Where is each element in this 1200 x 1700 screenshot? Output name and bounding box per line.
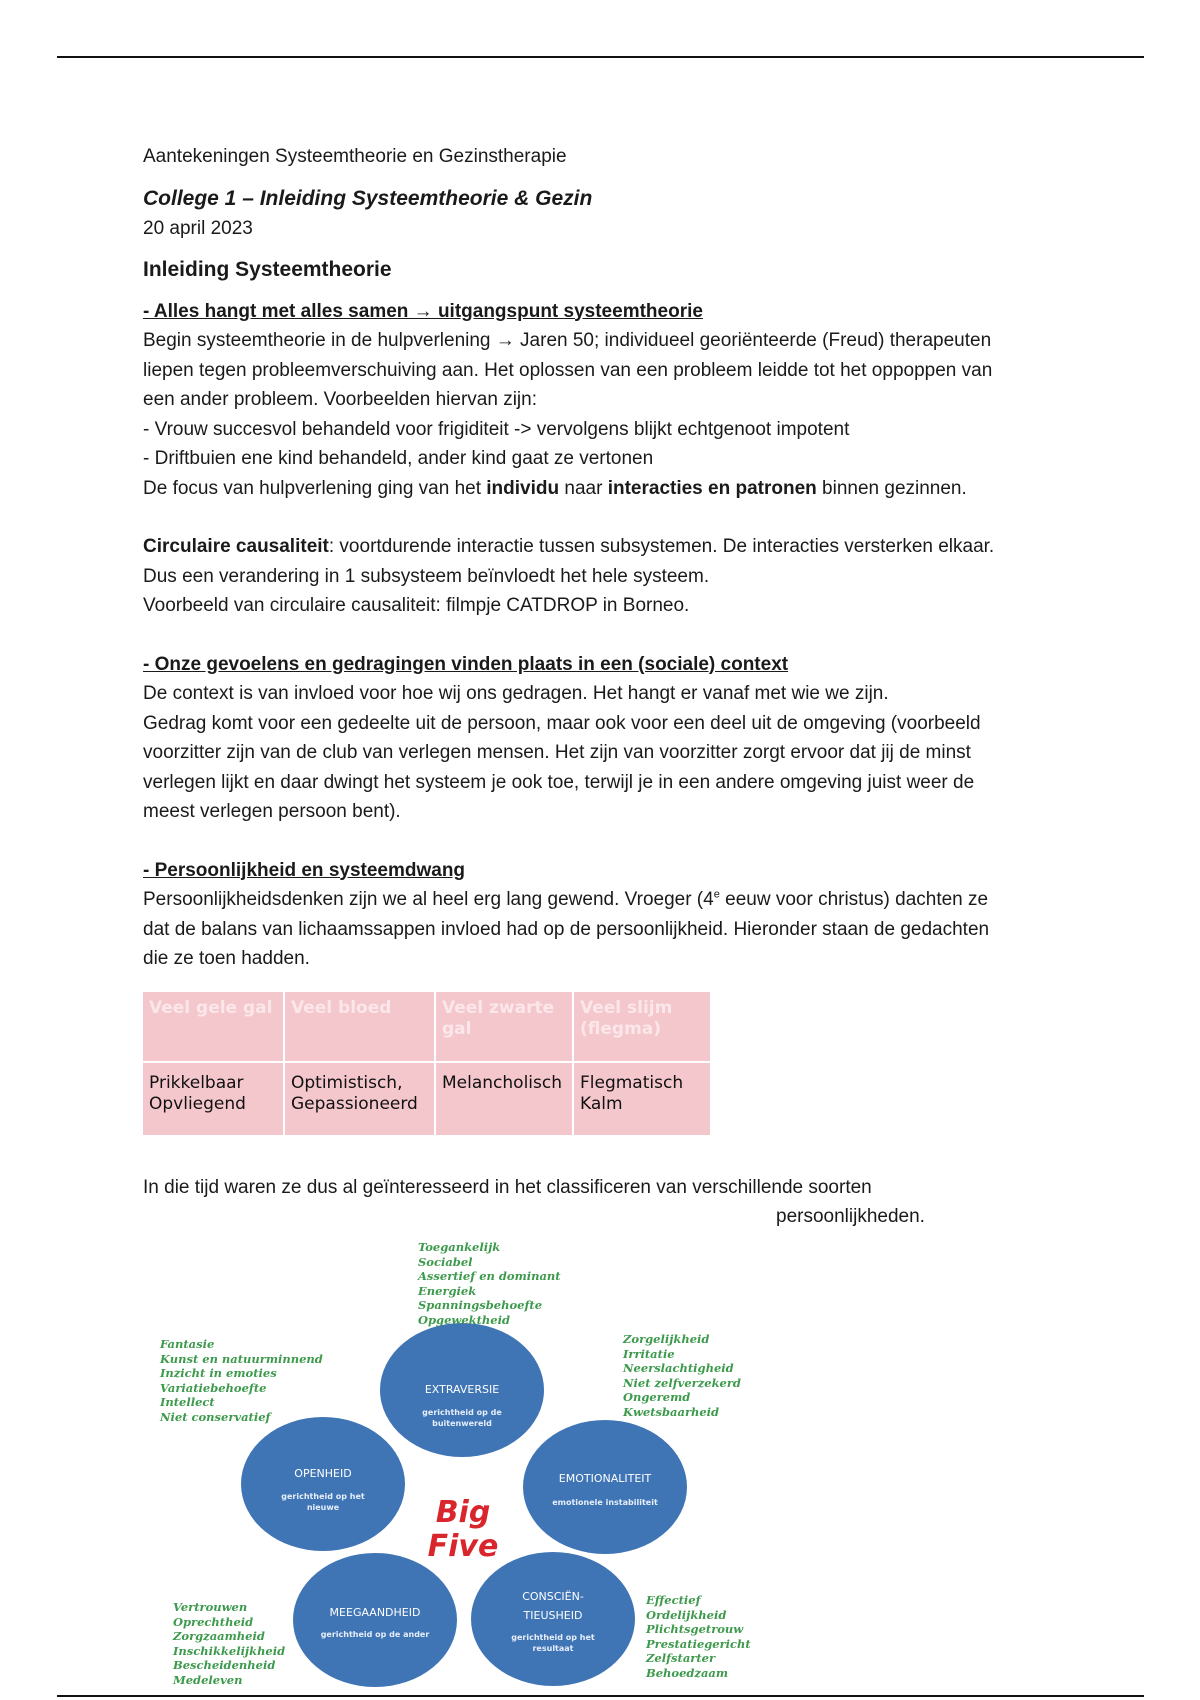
circle-sub: buitenwereld <box>432 1419 492 1428</box>
paragraph-line <box>143 885 1063 915</box>
trait-item: Effectief <box>646 1593 701 1607</box>
section-heading-persoonlijkheid: - Persoonlijkheid en systeemdwang <box>143 859 466 881</box>
section-title: Inleiding Systeemtheorie <box>143 258 392 281</box>
trait-item: Kunst en natuurminnend <box>160 1351 323 1366</box>
trait-item: Spanningsbehoefte <box>418 1298 543 1313</box>
top-rule <box>57 56 1144 58</box>
paragraph-line: voorzitter zijn van de club van verlegen mensen. Het zijn van voorzitter zorgt ervoor dat jij de minst <box>143 742 971 763</box>
circle-label: CONSCIËN- <box>522 1590 584 1603</box>
trait-item: Energiek <box>418 1283 477 1298</box>
section-heading-context: - Onze gevoelens en gedragingen vinden plaats in een (sociale) context <box>143 653 789 675</box>
list-item: - Driftbuien ene kind behandeld, ander kind gaat ze vertonen <box>143 448 654 469</box>
big-five-center: Five <box>427 1529 499 1564</box>
table-cell <box>143 1062 284 1136</box>
document-page <box>143 142 1063 1232</box>
focus-sentence <box>143 474 1063 504</box>
paragraph-line: dat de balans van lichaamssappen invloed had op de persoonlijkheid. Hieronder staan de gedachten <box>143 918 990 940</box>
trait-item: Niet conservatief <box>160 1409 271 1424</box>
trait-item: Ordelijkheid <box>646 1607 727 1622</box>
openheid-circle <box>241 1417 405 1551</box>
trait-item: Niet zelfverzekerd <box>623 1375 741 1390</box>
date: 20 april 2023 <box>143 217 253 239</box>
circle-sub: resultaat <box>532 1644 574 1653</box>
trait-item: Vertrouwen <box>173 1600 248 1614</box>
trait-item: Kwetsbaarheid <box>623 1404 720 1419</box>
trait-item: Irritatie <box>623 1346 675 1361</box>
paragraph-line: In die tijd waren ze dus al geïnteresseerd in het classificeren van verschillende soorten <box>143 1176 872 1198</box>
paragraph-line: die ze toen hadden. <box>143 948 310 969</box>
table-header-cell: Veel bloed <box>284 992 435 1062</box>
paragraph-line: liepen tegen probleemverschuiving aan. Het oplossen van een probleem leidde tot het oppoppen van <box>143 359 993 381</box>
bold-term: interacties en patronen <box>607 477 817 499</box>
table-cell <box>573 1062 711 1136</box>
circle-label: EXTRAVERSIE <box>424 1383 500 1396</box>
extraversie-traits <box>418 1240 561 1328</box>
trait-item: Toegankelijk <box>418 1240 501 1254</box>
text-run: De focus van hulpverlening ging van het <box>143 477 487 499</box>
cell-line: Gepassioneerd <box>291 1093 418 1114</box>
circle-label: OPENHEID <box>294 1467 352 1480</box>
paragraph-line: De context is van invloed voor hoe wij ons gedragen. Het hangt er vanaf met wie we zijn. <box>143 683 889 704</box>
circle-sub: gerichtheid op het <box>281 1492 365 1501</box>
meegaandheid-traits <box>173 1600 285 1688</box>
big-five-diagram <box>0 1235 800 1695</box>
cell-line: Optimistisch, <box>291 1072 403 1093</box>
trait-item: Fantasie <box>160 1337 215 1351</box>
trait-item: Intellect <box>160 1395 215 1410</box>
table-row <box>143 1062 711 1136</box>
paragraph-line: een ander probleem. Voorbeelden hiervan zijn: <box>143 389 537 410</box>
list-item: - Vrouw succesvol behandeld voor frigiditeit -> vervolgens blijkt echtgenoot impotent <box>143 418 850 440</box>
trait-item: Zelfstarter <box>646 1651 716 1666</box>
table-header-cell: Veel gele gal <box>143 992 284 1062</box>
superscript: e <box>713 888 720 901</box>
table-cell <box>284 1062 435 1136</box>
emotionaliteit-circle <box>523 1420 687 1554</box>
college-title: College 1 – Inleiding Systeemtheorie & Gezin <box>143 186 593 210</box>
trait-item: Ongeremd <box>623 1390 691 1405</box>
big-five-center: Big <box>435 1495 491 1530</box>
cell-line: Flegmatisch <box>580 1072 684 1093</box>
table-cell <box>435 1062 573 1136</box>
trait-item: Inschikkelijkheid <box>173 1643 286 1658</box>
trait-item: Behoedzaam <box>646 1665 729 1680</box>
bold-term: individu <box>486 477 560 499</box>
trait-item: Oprechtheid <box>173 1614 254 1629</box>
paragraph-line: Voorbeeld van circulaire causaliteit: filmpje CATDROP in Borneo. <box>143 595 690 616</box>
cell-line: Prikkelbaar <box>149 1072 244 1093</box>
circle-label: MEEGAANDHEID <box>329 1606 421 1619</box>
table-header-cell: Veel zwarte gal <box>435 992 573 1062</box>
paragraph-line: Begin systeemtheorie in de hulpverlening → Jaren 50; individueel georiënteerde (Freud) therapeuten <box>143 330 992 351</box>
paragraph-line: Gedrag komt voor een gedeelte uit de persoon, maar ook voor een deel uit de omgeving (voorbeeld <box>143 712 981 734</box>
trait-item: Assertief en dominant <box>418 1269 561 1284</box>
circle-label: EMOTIONALITEIT <box>558 1472 652 1485</box>
trait-item: Inzicht in emoties <box>160 1366 277 1381</box>
trait-item: Bescheidenheid <box>173 1658 276 1673</box>
circle-sub: emotionele instabiliteit <box>552 1498 658 1507</box>
circle-sub: gerichtheid op de ander <box>320 1630 430 1639</box>
text-run: Persoonlijkheidsdenken zijn we al heel erg lang gewend. Vroeger (4 <box>143 889 714 910</box>
trait-item: Zorgzaamheid <box>173 1629 265 1644</box>
trait-item: Sociabel <box>418 1254 473 1269</box>
circle-sub: gerichtheid op het <box>511 1633 595 1642</box>
paragraph-line: Dus een verandering in 1 subsysteem beïnvloedt het hele systeem. <box>143 565 710 587</box>
paragraph-line: verlegen lijkt en daar dwingt het systeem je ook toe, terwijl je in een andere omgeving juist weer de <box>143 771 975 793</box>
trait-item: Neerslachtigheid <box>623 1361 734 1376</box>
trait-item: Variatiebehoefte <box>160 1380 267 1395</box>
paragraph-line: meest verlegen persoon bent). <box>143 801 401 822</box>
doc-title: Aantekeningen Systeemtheorie en Gezinstherapie <box>143 146 567 167</box>
table-header-cell: Veel slijm (flegma) <box>573 992 711 1062</box>
trait-item: Plichtsgetrouw <box>646 1622 744 1637</box>
circle-label: TIEUSHEID <box>523 1609 583 1622</box>
cell-line: Melancholisch <box>442 1072 562 1093</box>
cell-line: Opvliegend <box>149 1093 246 1114</box>
text-run: naar <box>559 477 608 499</box>
section-heading-samenhang: - Alles hangt met alles samen → uitgangspunt systeemtheorie <box>143 300 703 322</box>
circle-sub: nieuwe <box>306 1503 340 1512</box>
emotionaliteit-traits <box>623 1332 741 1420</box>
text-run: binnen gezinnen. <box>816 477 967 499</box>
cell-line: Kalm <box>580 1093 623 1114</box>
paragraph-line: persoonlijkheden. <box>776 1206 925 1227</box>
bottom-rule <box>57 1695 1144 1697</box>
circular-causality-line <box>143 532 1063 562</box>
openheid-traits <box>160 1337 323 1425</box>
trait-item: Prestatiegericht <box>646 1636 751 1651</box>
meegaandheid-circle <box>293 1553 457 1687</box>
trait-item: Zorgelijkheid <box>623 1332 710 1346</box>
conscientieusheid-traits <box>646 1593 751 1681</box>
trait-item: Medeleven <box>173 1672 243 1687</box>
text-run: : voortdurende interactie tussen subsystemen. De interacties versterken elkaar. <box>328 536 995 557</box>
bold-term: Circulaire causaliteit <box>143 536 329 557</box>
circle-sub: gerichtheid op de <box>422 1408 502 1417</box>
trait-item: Opgewektheid <box>418 1312 510 1327</box>
humors-table <box>143 992 712 1137</box>
table-header-row <box>143 992 711 1062</box>
text-run: eeuw voor christus) dachten ze <box>719 889 989 910</box>
